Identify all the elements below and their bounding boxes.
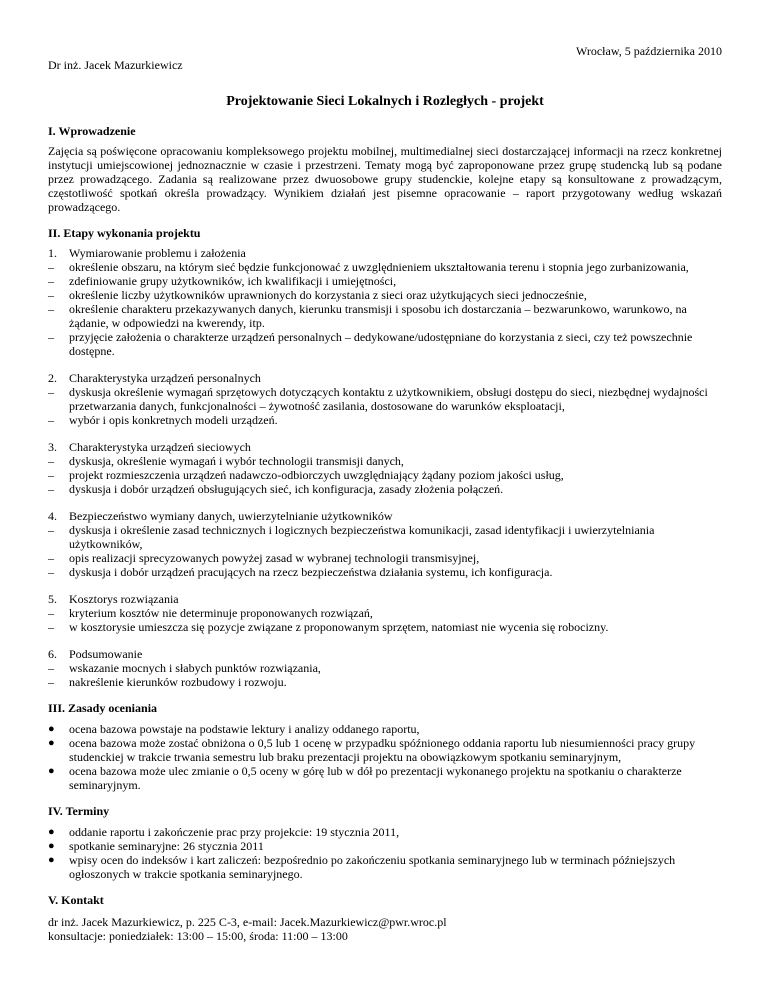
term-item-text: wpisy ocen do indeksów i kart zaliczeń: bezpośrednio po zakończeniu spotkania seminaryjnego lub w terminach późniejszych ogłoszonych w trakcie spotkania seminaryjnego. <box>69 853 676 881</box>
stage-point-text: kryterium kosztów nie determinuje proponowanych rozwiązań, <box>69 606 373 620</box>
stage-point-marker: – <box>48 385 54 399</box>
stage-title-marker: 6. <box>48 647 57 661</box>
stage-block <box>48 592 722 634</box>
stage-block <box>48 647 722 689</box>
term-item <box>48 839 722 853</box>
stage-point-text: opis realizacji sprecyzowanych powyżej zasad w wybranej technologii transmisyjnej, <box>69 551 480 565</box>
term-item <box>48 853 722 881</box>
stage-point-marker: – <box>48 675 54 689</box>
stage-title <box>48 592 722 606</box>
contact-block <box>48 915 722 943</box>
stage-title-text: Bezpieczeństwo wymiany danych, uwierzytelnianie użytkowników <box>69 509 393 523</box>
stage-point <box>48 302 722 330</box>
stage-point-marker: – <box>48 454 54 468</box>
grading-item-text: ocena bazowa może zostać obniżona o 0,5 lub 1 ocenę w przypadku spóźnionego oddania raportu lub niesumienności pracy grupy studenckiej w trakcie trwania semestru lub braku prezentacji projektu na obowiązkowym spotkaniu seminaryjnym, <box>69 736 696 764</box>
grading-list <box>48 722 722 792</box>
document-author: Dr inż. Jacek Mazurkiewicz <box>48 58 183 72</box>
stage-point-text: dyskusja i dobór urządzeń pracujących na rzecz bezpieczeństwa działania systemu, ich konfiguracja. <box>69 565 553 579</box>
stage-point <box>48 482 722 496</box>
grading-item <box>48 736 722 764</box>
stage-point <box>48 330 722 358</box>
section-heading-contact: V. Kontakt <box>48 893 104 907</box>
stage-title <box>48 440 722 454</box>
bullet-icon: ● <box>48 826 55 838</box>
stage-title-marker: 2. <box>48 371 57 385</box>
document-date: Wrocław, 5 października 2010 <box>575 44 722 58</box>
stage-point <box>48 260 722 274</box>
stage-point-text: w kosztorysie umieszcza się pozycje związane z proponowanym sprzętem, natomiast nie wycenia się robocizny. <box>69 620 609 634</box>
grading-item-text: ocena bazowa może ulec zmianie o 0,5 oceny w górę lub w dół po prezentacji wykonanego projektu na spotkaniu o charakterze seminaryjnym. <box>69 764 682 792</box>
section-heading-terms: IV. Terminy <box>48 804 110 818</box>
stage-title-marker: 3. <box>48 440 57 454</box>
stage-point-marker: – <box>48 620 54 634</box>
stage-point-marker: – <box>48 302 54 316</box>
stage-point <box>48 454 722 468</box>
bullet-icon: ● <box>48 854 55 866</box>
stage-point-marker: – <box>48 413 54 427</box>
stage-point <box>48 413 722 427</box>
bullet-icon: ● <box>48 737 55 749</box>
stage-point-text: określenie obszaru, na którym sieć będzie funkcjonować z uwzględnieniem ukształtowania terenu i stopnia jego zurbanizowania, <box>69 260 689 274</box>
grading-item <box>48 764 722 792</box>
stage-point-marker: – <box>48 551 54 565</box>
stage-point-marker: – <box>48 565 54 579</box>
stage-block <box>48 509 722 579</box>
stage-point <box>48 385 722 413</box>
stage-point-text: przyjęcie założenia o charakterze urządzeń personalnych – dedykowane/udostępniane do korzystania z sieci, czy też powszechnie dostępne. <box>69 330 693 358</box>
stage-point-marker: – <box>48 661 54 675</box>
stage-block <box>48 371 722 427</box>
stage-point-marker: – <box>48 330 54 344</box>
stage-title-text: Podsumowanie <box>69 647 143 661</box>
stage-point <box>48 675 722 689</box>
stage-point-text: wybór i opis konkretnych modeli urządzeń. <box>69 413 278 427</box>
stage-point-text: projekt rozmieszczenia urządzeń nadawczo-odbiorczych uwzględniający żądany poziom jakości usług, <box>69 468 564 482</box>
stage-point-marker: – <box>48 523 54 537</box>
stage-point-marker: – <box>48 468 54 482</box>
stage-point-text: dyskusja i dobór urządzeń obsługujących sieć, ich konfiguracja, zasady złożenia połączeń. <box>69 482 504 496</box>
bullet-icon: ● <box>48 840 55 852</box>
stage-title-text: Charakterystyka urządzeń sieciowych <box>69 440 251 454</box>
bullet-icon: ● <box>48 723 55 735</box>
stage-point-marker: – <box>48 274 54 288</box>
stage-block <box>48 440 722 496</box>
stage-title-marker: 5. <box>48 592 57 606</box>
contact-line-hours: konsultacje: poniedziałek: 13:00 – 15:00, środa: 11:00 – 13:00 <box>48 929 348 943</box>
intro-paragraph: Zajęcia są poświęcone opracowaniu kompleksowego projektu mobilnej, multimedialnej sieci dostarczającej informacji na rzecz konkretnej instytucji umiejscowionej jednoznacznie w czasie i przestrzeni. Tematy mogą być zaproponowane przez grupę studencką lub są podane przez prowadzącego. Zadania są realizowane przez dwuosobowe grupy studenckie, kolejne etapy są konsultowane z prowadzącym, częstotliwość spotkań określa prowadzący. Wynikiem działań jest pisemne opracowanie – raport przygotowany według wskazań prowadzącego. <box>48 144 722 214</box>
stage-point-marker: – <box>48 482 54 496</box>
stage-title-marker: 4. <box>48 509 57 523</box>
bullet-icon: ● <box>48 765 55 777</box>
stage-point <box>48 606 722 620</box>
stage-point <box>48 620 722 634</box>
stage-point <box>48 468 722 482</box>
stage-point-marker: – <box>48 288 54 302</box>
terms-list <box>48 825 722 881</box>
stage-point-text: zdefiniowanie grupy użytkowników, ich kwalifikacji i umiejętności, <box>69 274 397 288</box>
stage-point <box>48 274 722 288</box>
stage-title-text: Wymiarowanie problemu i założenia <box>69 246 246 260</box>
stage-point-text: dyskusja, określenie wymagań i wybór technologii transmisji danych, <box>69 454 404 468</box>
stage-block <box>48 246 722 358</box>
stage-point-marker: – <box>48 606 54 620</box>
stage-point <box>48 288 722 302</box>
term-item-text: spotkanie seminaryjne: 26 stycznia 2011 <box>69 839 264 853</box>
section-heading-stages: II. Etapy wykonania projektu <box>48 226 201 240</box>
document-page <box>48 44 722 943</box>
section-heading-grading: III. Zasady oceniania <box>48 701 158 715</box>
stage-point-text: dyskusja określenie wymagań sprzętowych dotyczących kontaktu z użytkownikiem, obsługi dostępu do sieci, niezbędnej wydajności przetwarzania danych, funkcjonalności – żywotność zasilania, dostosowane do warunków eksploatacji, <box>69 385 708 413</box>
stage-point-text: nakreślenie kierunków rozbudowy i rozwoju. <box>69 675 287 689</box>
stage-point-marker: – <box>48 260 54 274</box>
stage-point <box>48 551 722 565</box>
stage-point-text: określenie charakteru przekazywanych danych, kierunku transmisji i sposobu ich dostarczania – bezwarunkowo, warunkowo, na żądanie, w odpowiedzi na kwerendy, itp. <box>69 302 687 330</box>
stage-title-text: Charakterystyka urządzeń personalnych <box>69 371 261 385</box>
stage-point-text: dyskusja i określenie zasad technicznych i logicznych bezpieczeństwa komunikacji, zasad identyfikacji i uwierzytelniania użytkowników, <box>69 523 655 551</box>
section-heading-intro: I. Wprowadzenie <box>48 124 136 138</box>
stage-title <box>48 371 722 385</box>
stage-title-marker: 1. <box>48 246 57 260</box>
stage-point <box>48 523 722 551</box>
stage-title <box>48 647 722 661</box>
stage-point <box>48 661 722 675</box>
grading-item <box>48 722 722 736</box>
stage-point-text: określenie liczby użytkowników uprawnionych do korzystania z sieci oraz użytkujących sieci jednocześnie, <box>69 288 587 302</box>
stage-title <box>48 246 722 260</box>
term-item-text: oddanie raportu i zakończenie prac przy projekcie: 19 stycznia 2011, <box>69 825 400 839</box>
stage-title <box>48 509 722 523</box>
term-item <box>48 825 722 839</box>
document-title: Projektowanie Sieci Lokalnych i Rozległych - projekt <box>226 94 544 109</box>
contact-line-address: dr inż. Jacek Mazurkiewicz, p. 225 C-3, e-mail: Jacek.Mazurkiewicz@pwr.wroc.pl <box>48 915 447 929</box>
stage-title-text: Kosztorys rozwiązania <box>69 592 179 606</box>
grading-item-text: ocena bazowa powstaje na podstawie lektury i analizy oddanego raportu, <box>69 722 420 736</box>
stages-list <box>48 246 722 689</box>
stage-point <box>48 565 722 579</box>
stage-point-text: wskazanie mocnych i słabych punktów rozwiązania, <box>69 661 321 675</box>
